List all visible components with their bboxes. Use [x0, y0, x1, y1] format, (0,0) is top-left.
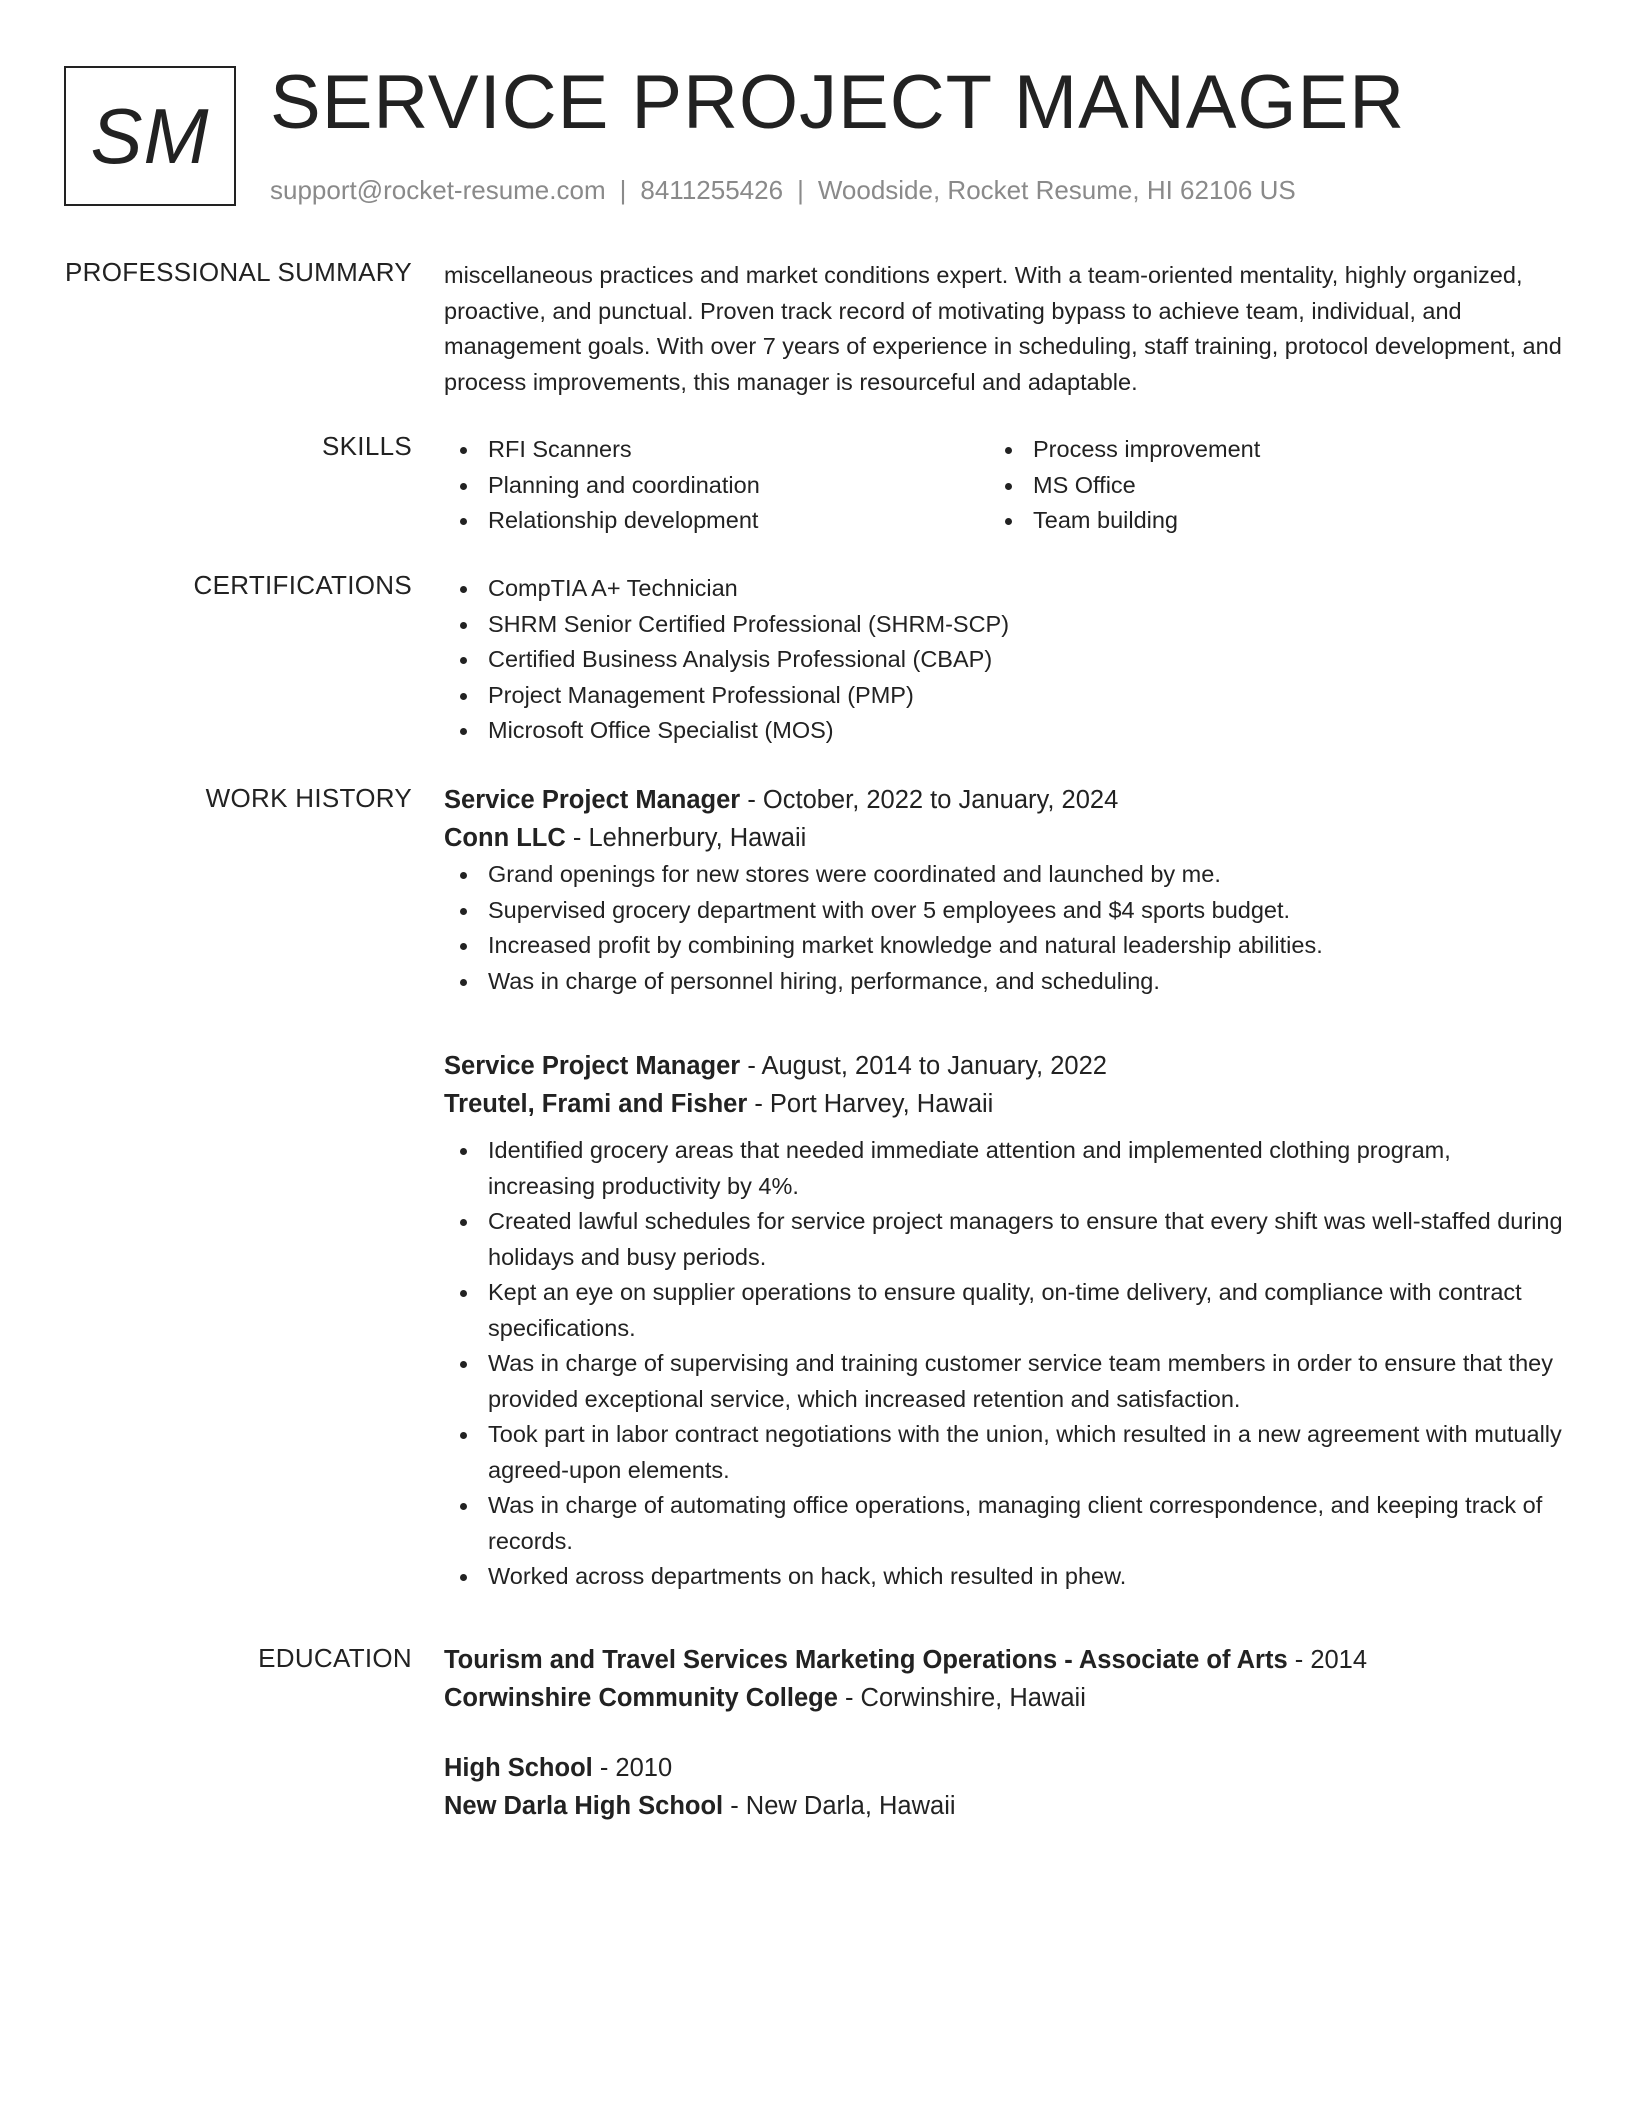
skill-item: Relationship development	[444, 503, 989, 539]
section-label: WORK HISTORY	[205, 783, 412, 813]
skill-item: Team building	[989, 503, 1534, 539]
job-bullet: Increased profit by combining market knowledge and natural leadership abilities.	[444, 928, 1564, 964]
skill-item: Planning and coordination	[444, 468, 989, 504]
school-location: - Corwinshire, Hawaii	[837, 1684, 1086, 1712]
page-title: SERVICE PROJECT MANAGER	[270, 60, 1406, 145]
school-line	[444, 1679, 1564, 1717]
job-company-line	[444, 1085, 1564, 1123]
job-bullets	[444, 857, 1564, 999]
section-label: EDUCATION	[258, 1643, 412, 1673]
monogram-box: SM	[64, 66, 236, 206]
work-history-body	[444, 781, 1564, 1589]
certification-item: SHRM Senior Certified Professional (SHRM-SCP)	[444, 607, 1564, 643]
job-title-line	[444, 781, 1564, 819]
school-name: New Darla High School	[444, 1792, 724, 1820]
job-dates: - October, 2022 to January, 2024	[740, 786, 1119, 814]
job-company: Conn LLC	[444, 824, 566, 852]
job-company-line	[444, 819, 1564, 857]
job-bullet: Was in charge of personnel hiring, performance, and scheduling.	[444, 964, 1564, 1000]
section-label: CERTIFICATIONS	[193, 570, 412, 600]
skills-list-right	[989, 432, 1534, 539]
summary-body	[444, 258, 1564, 400]
contact-phone[interactable]: 8411255426	[640, 175, 784, 205]
job-entry	[444, 781, 1564, 999]
job-bullet: Grand openings for new stores were coordinated and launched by me.	[444, 857, 1564, 893]
skills-grid	[444, 432, 1564, 539]
contact-separator: |	[797, 175, 804, 205]
degree-name: Tourism and Travel Services Marketing Operations - Associate of Arts	[444, 1646, 1288, 1674]
job-bullet: Worked across departments on hack, which resulted in phew.	[444, 1559, 1564, 1595]
job-location: - Port Harvey, Hawaii	[747, 1090, 994, 1118]
degree-year: - 2010	[592, 1754, 673, 1782]
skill-item: RFI Scanners	[444, 432, 989, 468]
skills-list-left	[444, 432, 989, 539]
job-entry	[444, 1047, 1564, 1595]
section-label: SKILLS	[322, 431, 412, 461]
certification-item: Certified Business Analysis Professional (CBAP)	[444, 642, 1564, 678]
education-entry	[444, 1641, 1564, 1717]
job-bullet: Created lawful schedules for service project managers to ensure that every shift was well-staffed during holidays and busy periods.	[444, 1204, 1564, 1275]
summary-text: miscellaneous practices and market conditions expert. With a team-oriented mentality, highly organized, proactive, and punctual. Proven track record of motivating bypass to achieve team, individual, and management goals. With over 7 years of experience in scheduling, staff training, protocol development, and process improvements, this manager is resourceful and adaptable.	[444, 262, 1562, 395]
certifications-list	[444, 571, 1564, 749]
section-label: PROFESSIONAL SUMMARY	[65, 257, 412, 287]
skill-item: MS Office	[989, 468, 1534, 504]
certification-item: CompTIA A+ Technician	[444, 571, 1564, 607]
job-bullet: Was in charge of supervising and training customer service team members in order to ensure that they provided exceptional service, which increased retention and satisfaction.	[444, 1346, 1564, 1417]
job-dates: - August, 2014 to January, 2022	[740, 1052, 1107, 1080]
school-line	[444, 1787, 1564, 1825]
job-company: Treutel, Frami and Fisher	[444, 1090, 748, 1118]
contact-separator: |	[619, 175, 627, 205]
contact-email[interactable]: support@rocket-resume.com	[270, 175, 606, 205]
job-bullet: Kept an eye on supplier operations to ensure quality, on-time delivery, and compliance with contract specifications.	[444, 1275, 1564, 1346]
job-bullet: Supervised grocery department with over 5 employees and $4 sports budget.	[444, 893, 1564, 929]
school-location: - New Darla, Hawaii	[723, 1792, 956, 1820]
skills-body	[444, 432, 1564, 539]
degree-line	[444, 1641, 1564, 1679]
job-title: Service Project Manager	[444, 786, 741, 814]
certifications-body	[444, 571, 1564, 749]
job-title-line	[444, 1047, 1564, 1085]
contact-address: Woodside, Rocket Resume, HI 62106 US	[817, 175, 1296, 205]
contact-line	[270, 174, 1296, 206]
job-title: Service Project Manager	[444, 1052, 741, 1080]
degree-year: - 2014	[1287, 1646, 1368, 1674]
job-bullet: Took part in labor contract negotiations with the union, which resulted in a new agreement with mutually agreed-upon elements.	[444, 1417, 1564, 1488]
education-entry	[444, 1749, 1564, 1825]
education-body	[444, 1641, 1564, 1825]
job-bullets	[444, 1133, 1564, 1595]
degree-line	[444, 1749, 1564, 1787]
job-location: - Lehnerbury, Hawaii	[565, 824, 807, 852]
certification-item: Project Management Professional (PMP)	[444, 678, 1564, 714]
skill-item: Process improvement	[989, 432, 1534, 468]
certification-item: Microsoft Office Specialist (MOS)	[444, 713, 1564, 749]
degree-name: High School	[444, 1754, 593, 1782]
school-name: Corwinshire Community College	[444, 1684, 838, 1712]
job-bullet: Was in charge of automating office operations, managing client correspondence, and keeping track of records.	[444, 1488, 1564, 1559]
job-bullet: Identified grocery areas that needed immediate attention and implemented clothing program, increasing productivity by 4%.	[444, 1133, 1564, 1204]
